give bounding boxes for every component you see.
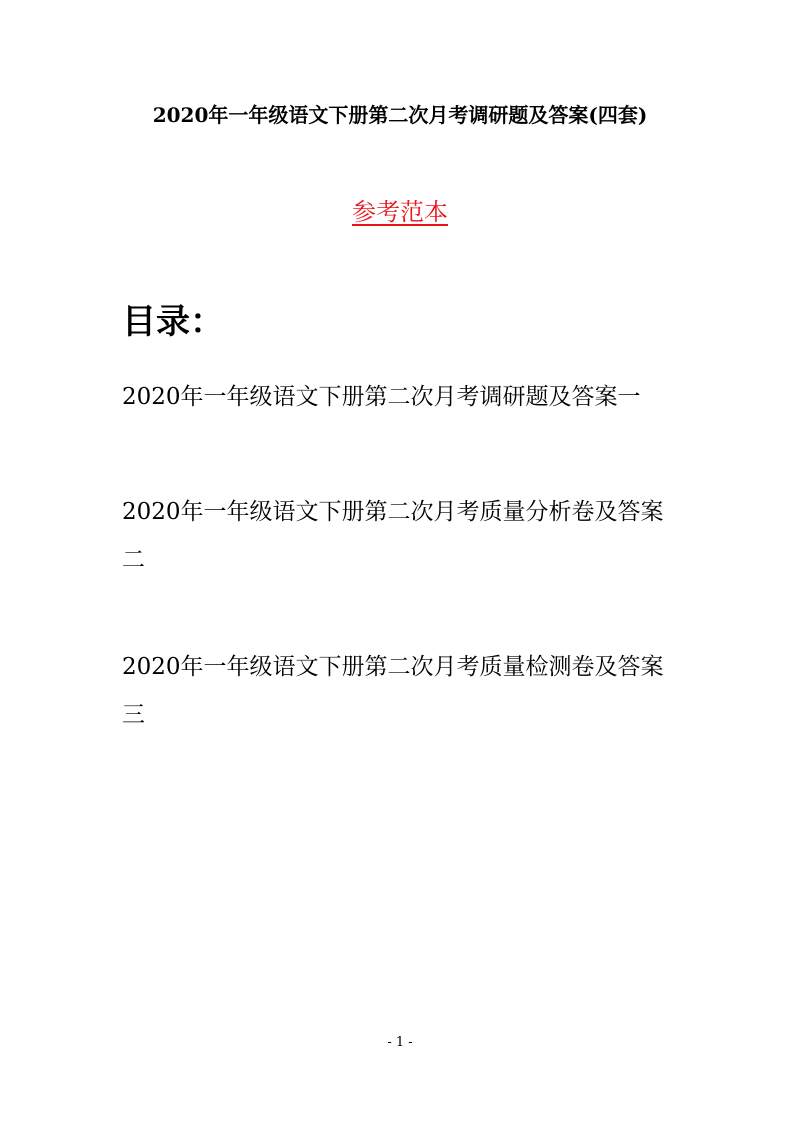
- toc-heading: 目录：: [122, 302, 224, 342]
- sample-label: 参考范本: [352, 198, 448, 226]
- page-number: - 1 -: [387, 1035, 413, 1050]
- toc-item: 2020年一年级语文下册第二次月考调研题及答案一: [122, 384, 641, 410]
- toc-item: 2020年一年级语文下册第二次月考质量分析卷及答案二: [122, 499, 664, 573]
- toc-item: 2020年一年级语文下册第二次月考质量检测卷及答案三: [122, 654, 664, 728]
- document-title: 2020年一年级语文下册第二次月考调研题及答案(四套): [152, 103, 648, 127]
